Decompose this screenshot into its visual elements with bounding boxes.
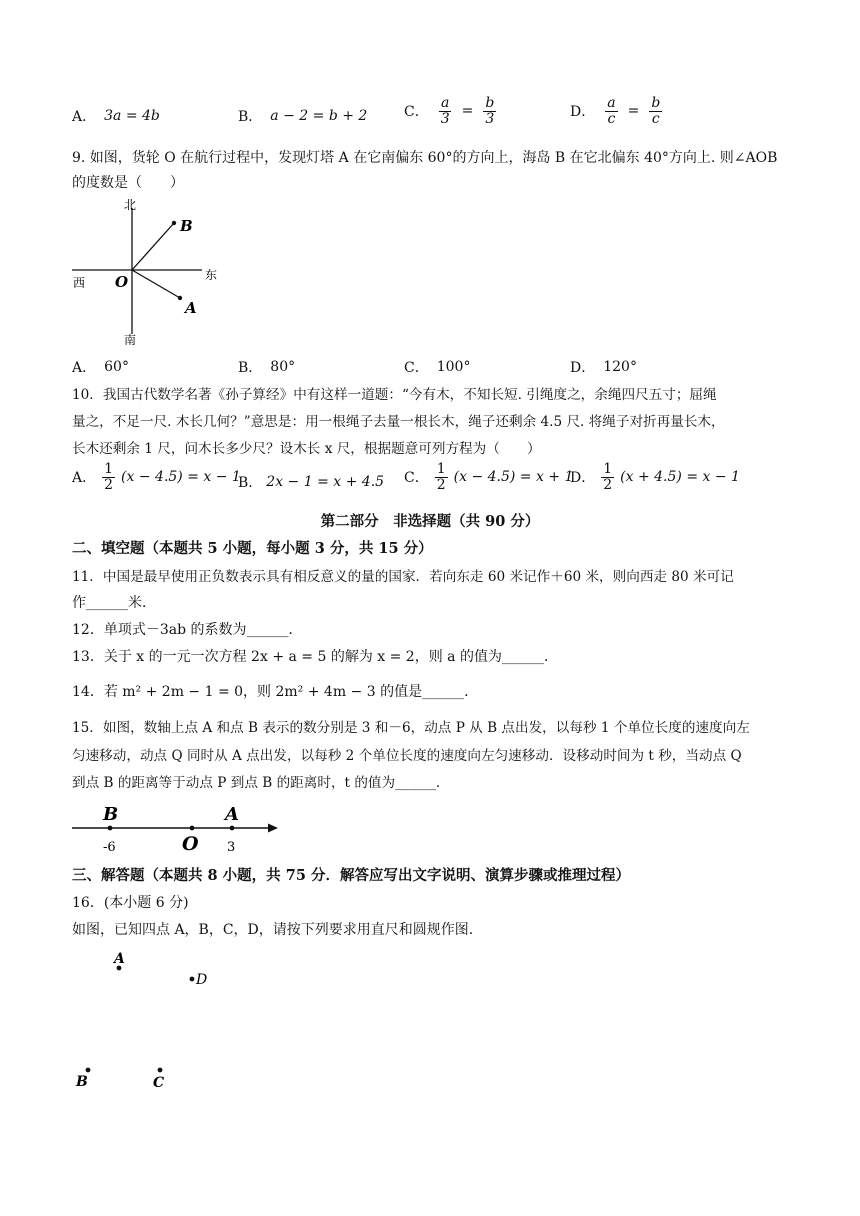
option-label: C． [404,360,429,376]
q16-text: 如图，已知四点 A，B，C，D，请按下列要求用直尺和圆规作图． [72,922,483,938]
point-b-label: B [76,1074,88,1090]
q10-option-d [570,462,740,492]
south-label: 南 [124,333,137,347]
point-a-label: A [185,299,197,317]
q15-line1: 15．如图，数轴上点 A 和点 B 表示的数分别是 3 和－6，动点 P 从 B 点出发，以每秒 1 个单位长度的速度向左 [72,720,750,736]
q11-line1: 11．中国是最早使用正负数表示具有相反意义的量的国家．若向东走 60 米记作＋60 米，则向西走 80 米可记 [72,569,734,585]
fraction: $\frac{b}{3}$ [485,95,495,127]
q16-score: 16．(本小题 6 分) [72,895,189,911]
option-text: 60° [104,359,129,375]
fraction: $\frac{a}{c}$ [607,95,616,127]
option-expr: 2x − 1 = x + 4.5 [266,474,385,490]
point-a-dot [230,826,235,831]
fraction-half: $\frac{1}{2}$ [603,461,613,493]
point-b-dot [108,826,113,831]
north-label: 北 [124,198,137,212]
option-expr: (x + 4.5) = x − 1 [620,469,740,486]
point-a-label: A [225,804,239,825]
fraction-half: $\frac{1}{2}$ [436,461,446,493]
q11-line2: 作______米． [72,595,156,611]
q8-option-c [404,96,498,126]
fraction: $\frac{a}{3}$ [440,95,450,127]
q9-option-d [570,357,637,377]
q12: 12．单项式－3ab 的系数为______． [72,622,303,638]
q9-stem-line2: 的度数是（ ） [72,175,184,191]
option-expr: (x − 4.5) = x + 1 [453,469,574,486]
part2-title: 第二部分 非选择题（共 90 分） [320,513,540,530]
q9-compass-figure [64,194,234,352]
q15-line2: 匀速移动，动点 Q 同时从 A 点出发，以每秒 2 个单位长度的速度向左匀速移动．设移动时间为 t 秒，当动点 Q [72,748,742,764]
q14: 14．若 m² + 2m − 1 = 0，则 2m² + 4m − 3 的值是______． [72,684,479,700]
option-label: D． [570,104,596,121]
ray-oa [132,270,180,298]
q16-points-figure [66,948,226,1098]
q15-line3: 到点 B 的距离等于动点 P 到点 B 的距离时，t 的值为______． [72,775,450,791]
point-o-dot [190,826,195,831]
point-c-label: C [153,1075,165,1091]
q10-option-a [72,462,241,492]
q9-option-c [404,357,470,377]
point-a-label: A [114,951,125,967]
option-text: 80° [270,359,296,375]
option-label: A． [72,470,97,487]
option-label: D． [570,360,596,376]
option-expr: a − 2 = b + 2 [270,108,368,124]
point-b-label: B [103,804,119,825]
east-label: 东 [205,268,218,282]
ray-ob [132,223,174,270]
section2-title: 二、填空题（本题共 5 小题，每小题 3 分，共 15 分） [72,540,433,557]
point-o-label: O [115,273,129,291]
point-d-label: D [196,972,208,988]
option-text: 100° [436,359,471,375]
q10-option-c [404,462,573,492]
section3-title: 三、解答题（本题共 8 小题，共 75 分．解答应写出文字说明、演算步骤或推理过程） [72,867,630,884]
a-value: 3 [227,840,236,855]
option-label: C． [404,104,429,121]
option-label: B． [238,475,263,491]
equals-sign: = [627,103,640,120]
point-a-dot [178,296,182,300]
q10-line3: 长木还剩余 1 尺，问木长多少尺？设木长 x 尺，根据题意可列方程为（ ） [72,441,541,457]
q10-line1: 10．我国古代数学名著《孙子算经》中有这样一道题：“今有木，不知长短. 引绳度之，余绳四尺五寸；屈绳 [72,387,717,403]
equals-sign: = [461,103,474,120]
point-b-dot [86,1068,91,1073]
option-label: A． [72,360,97,376]
q9-option-a [72,357,129,377]
point-c-dot [158,1068,163,1073]
option-label: A． [72,109,97,125]
point-b-label: B [180,217,193,235]
fraction: $\frac{b}{c}$ [651,95,661,127]
option-label: D． [570,470,596,487]
west-label: 西 [73,276,86,290]
axis-arrow [268,824,278,833]
option-text: 120° [603,359,637,375]
option-expr: (x − 4.5) = x − 1 [121,469,241,486]
q10-line2: 量之，不足一尺. 木长几何？”意思是：用一根绳子去量一根长木，绳子还剩余 4.5 尺. 将绳子对折再量长木， [72,414,725,430]
q9-stem-line1: 9. 如图，货轮 O 在航行过程中，发现灯塔 A 在它南偏东 60°的方向上，海岛 B 在它北偏东 40°方向上. 则∠AOB [72,150,778,166]
q9-option-b [238,357,295,377]
q15-number-line [66,798,286,856]
option-label: C． [404,470,429,487]
q10-option-b [238,472,384,492]
q13: 13．关于 x 的一元一次方程 2x + a = 5 的解为 x = 2，则 a 的值为______． [72,649,558,665]
point-d-dot [190,977,195,982]
point-o-label: O [182,833,199,855]
point-b-dot [172,221,176,225]
option-label: B． [238,109,263,125]
q8-option-d [570,96,664,126]
q8-option-a [72,106,160,126]
b-value: -6 [103,840,116,855]
option-expr: 3a = 4b [104,108,160,124]
option-label: B． [238,360,263,376]
q8-option-b [238,106,367,126]
fraction-half: $\frac{1}{2}$ [104,461,114,493]
